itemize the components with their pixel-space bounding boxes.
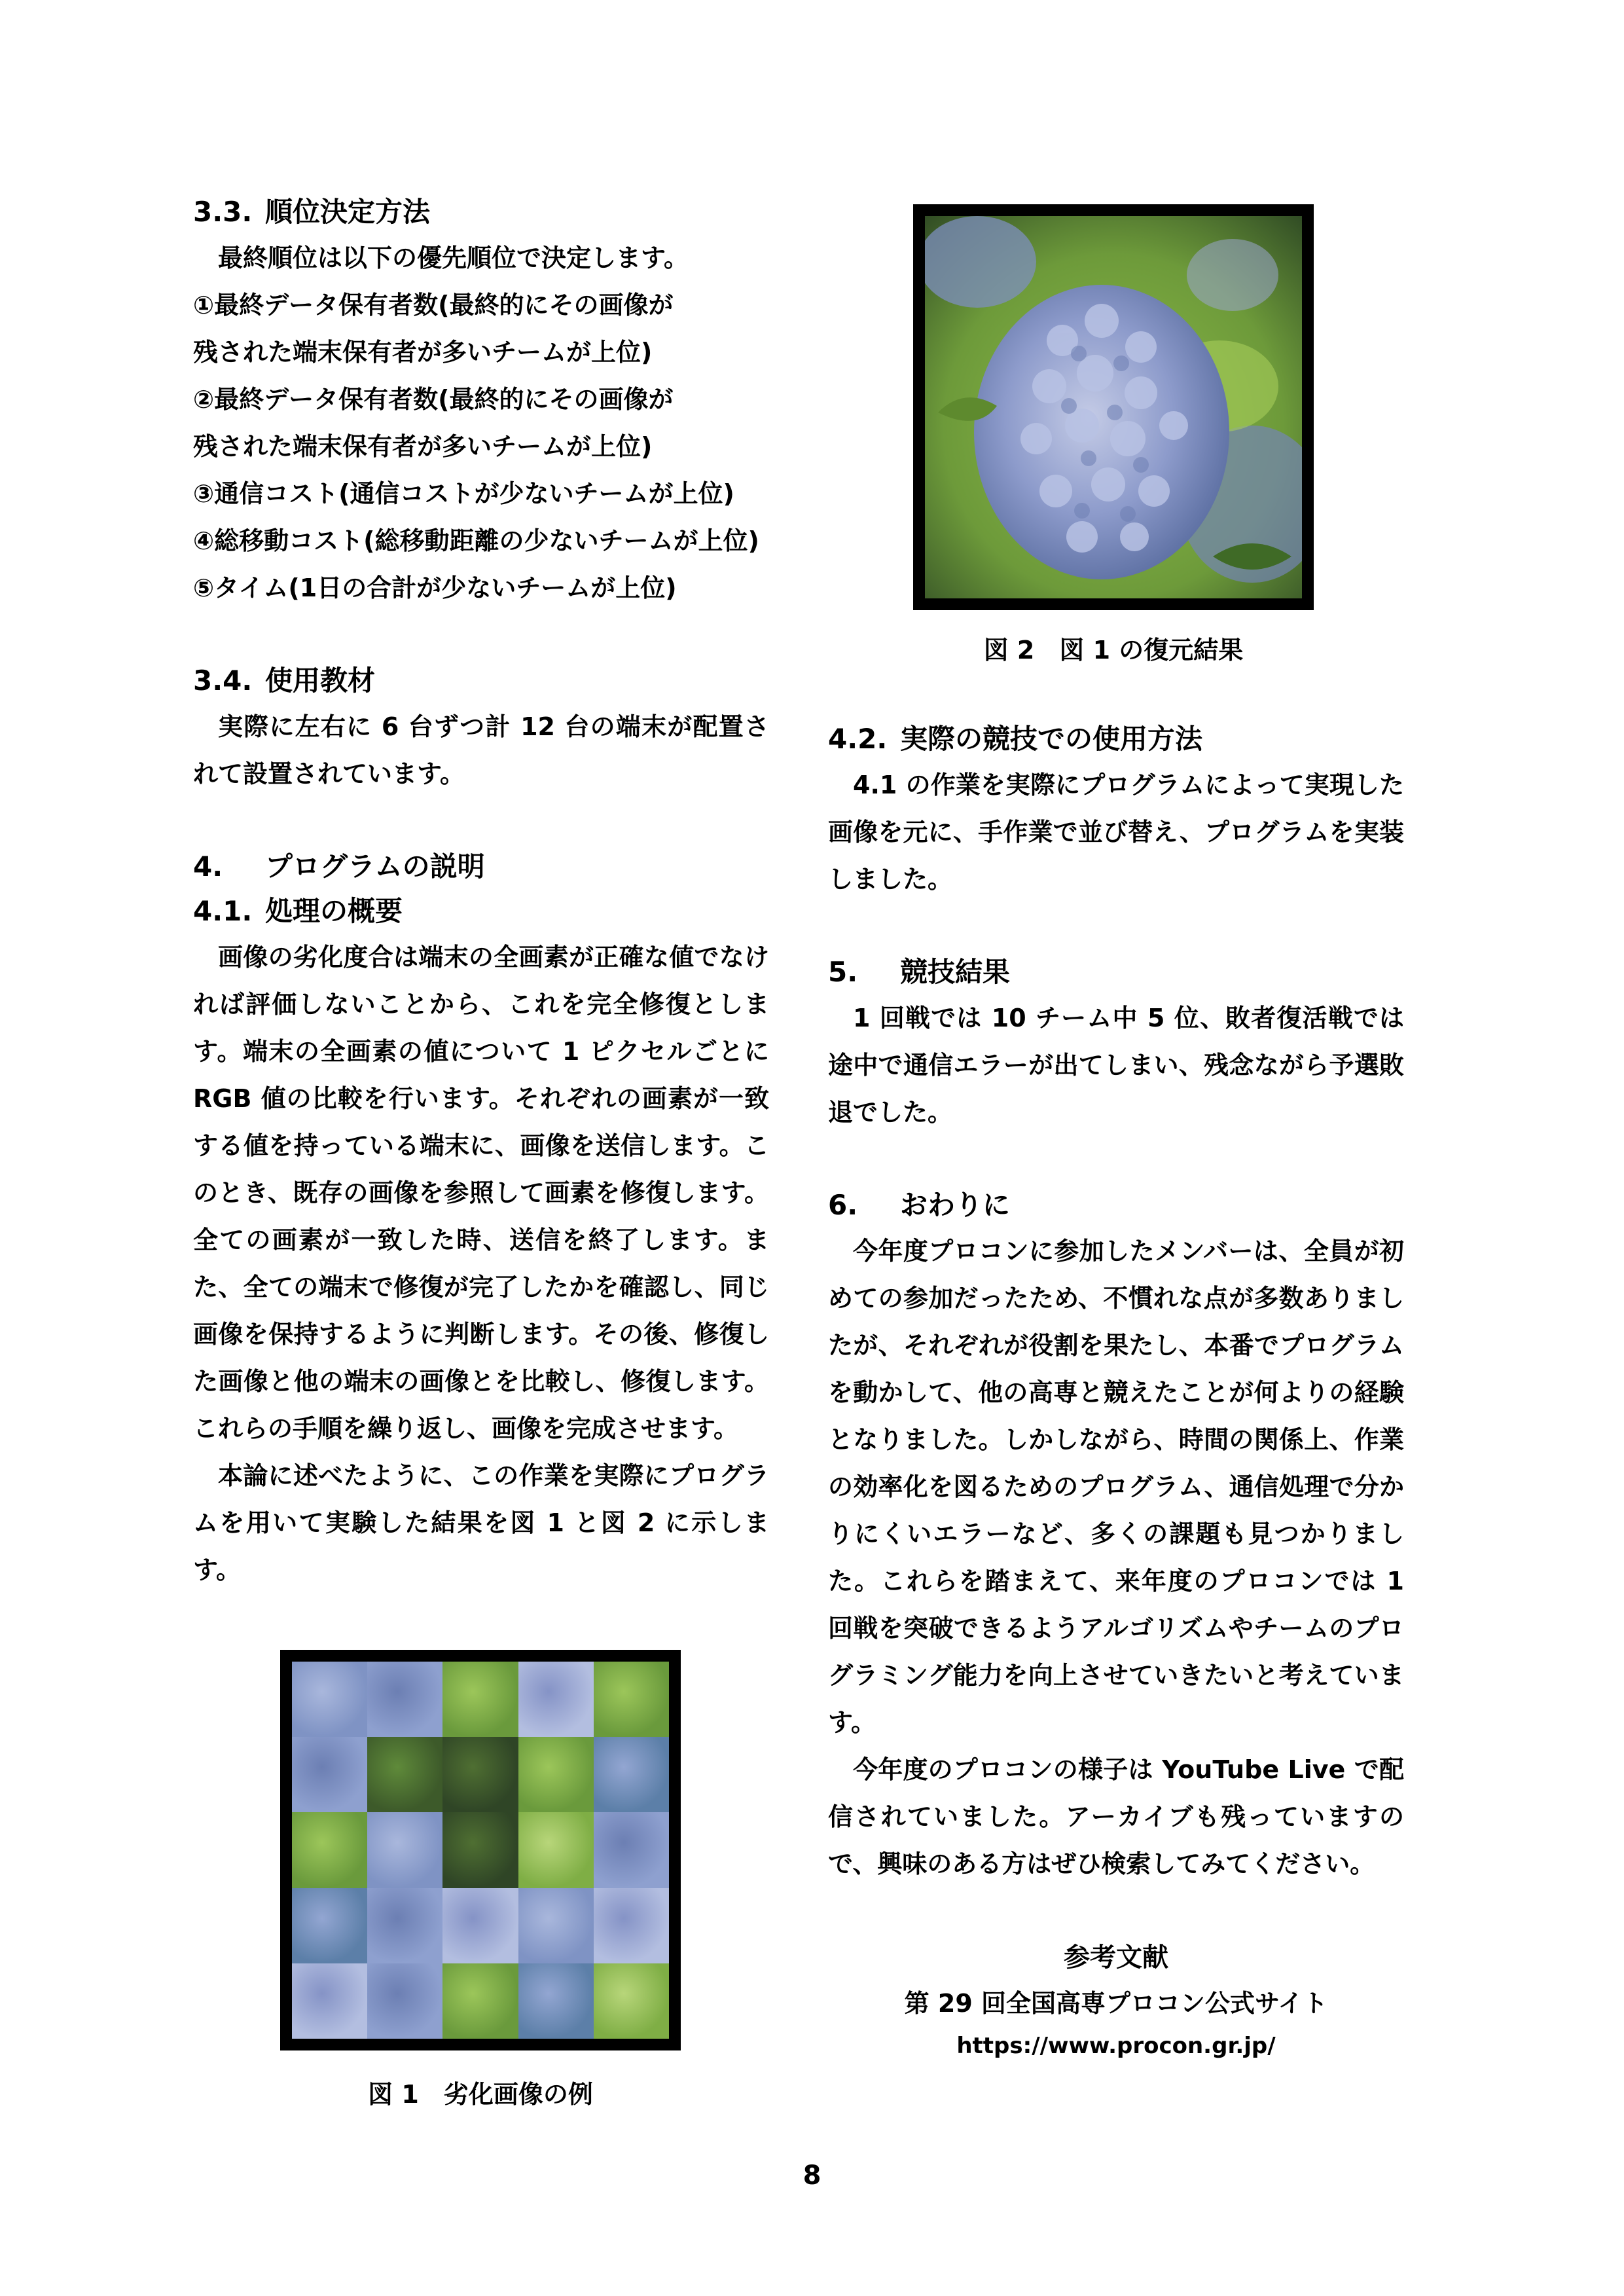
image-tile bbox=[594, 1963, 669, 2039]
image-tile bbox=[594, 1737, 669, 1812]
image-tile bbox=[292, 1963, 367, 2039]
image-tile bbox=[442, 1662, 518, 1737]
reference-site: 第 29 回全国高専プロコン公式サイト bbox=[904, 1989, 1328, 2018]
image-tile bbox=[367, 1888, 442, 1963]
section-3-3-intro: 最終順位は以下の優先順位で決定します。 bbox=[218, 244, 689, 272]
criteria-item: ⑤タイム(1日の合計が少ないチームが上位) bbox=[193, 574, 677, 602]
image-tile bbox=[442, 1812, 518, 1887]
page-number: 8 bbox=[803, 2160, 821, 2191]
figure-2-caption: 図 2 図 1 の復元結果 bbox=[983, 636, 1244, 665]
section-6-heading: 6. おわりに bbox=[828, 1189, 1011, 1221]
image-tile bbox=[594, 1812, 669, 1887]
image-tile bbox=[442, 1888, 518, 1963]
image-tile bbox=[518, 1662, 594, 1737]
section-4-2-heading: 4.2. 実際の競技での使用方法 bbox=[828, 723, 1203, 755]
reference-url[interactable]: https://www.procon.gr.jp/ bbox=[956, 2033, 1276, 2059]
image-tile bbox=[518, 1888, 594, 1963]
section-4-1-paragraph-2: 本論に述べたように、この作業を実際にプログラムを用いて実験した結果を図 1 と図 2 に示します。 bbox=[193, 1461, 769, 1584]
image-tile bbox=[367, 1737, 442, 1812]
section-4-heading: 4. プログラムの説明 bbox=[193, 850, 485, 883]
figure-1-image bbox=[280, 1650, 681, 2050]
section-4-1-heading: 4.1. 処理の概要 bbox=[193, 895, 403, 927]
criteria-item: ②最終データ保有者数(最終的にその画像が bbox=[193, 385, 674, 414]
section-6-paragraph-1: 今年度プロコンに参加したメンバーは、全員が初めての参加だったため、不慣れな点が多数ありましたが、それぞれが役割を果たし、本番でプログラムを動かして、他の高専と競えたことが何よりの経験となりました。しかしながら、時間の関係上、作業の効率化を図るためのプログラム、通信処理で分かりにくいエラーなど、多くの課題も見つかりました。これらを踏まえて、来年度のプロコンでは 1 回戦を突破できるようアルゴリズムやチームのプログラミング能力を向上させていきたいと考えています。 bbox=[828, 1237, 1404, 1737]
criteria-item: ①最終データ保有者数(最終的にその画像が bbox=[193, 291, 674, 319]
image-tile bbox=[594, 1888, 669, 1963]
image-tile bbox=[292, 1812, 367, 1887]
image-tile bbox=[594, 1662, 669, 1737]
section-6-paragraph-2: 今年度のプロコンの様子は YouTube Live で配信されていました。アーカイブも残っていますので、興味のある方はぜひ検索してみてください。 bbox=[828, 1755, 1404, 1878]
section-3-4-heading: 3.4. 使用教材 bbox=[193, 665, 376, 697]
section-4-2-body: 4.1 の作業を実際にプログラムによって実現した画像を元に、手作業で並び替え、プログラムを実装しました。 bbox=[828, 771, 1404, 894]
section-5-body: 1 回戦では 10 チーム中 5 位、敗者復活戦では途中で通信エラーが出てしまい、残念ながら予選敗退でした。 bbox=[828, 1004, 1404, 1127]
left-column bbox=[193, 190, 769, 1594]
reference-heading: 参考文献 bbox=[1064, 1942, 1168, 1973]
criteria-item: 残された端末保有者が多いチームが上位) bbox=[193, 338, 653, 367]
hydrangea-photo bbox=[925, 216, 1302, 598]
section-4-1-paragraph-1: 画像の劣化度合は端末の全画素が正確な値でなければ評価しないことから、これを完全修復とします。端末の全画素の値について 1 ピクセルごとに RGB 値の比較を行います。それぞれの画素が一致する値を持っている端末に、画像を送信します。このとき、既存の画像を参照して画素を修復します。全ての画素が一致した時、送信を終了します。また、全ての端末で修復が完了したかを確認し、同じ画像を保持するように判断します。その後、修復した画像と他の端末の画像とを比較し、修復します。これらの手順を繰り返し、画像を完成させます。 bbox=[193, 943, 769, 1443]
figure-1-caption: 図 1 劣化画像の例 bbox=[368, 2080, 593, 2109]
image-tile bbox=[292, 1662, 367, 1737]
image-tile bbox=[292, 1888, 367, 1963]
image-tile bbox=[518, 1737, 594, 1812]
scrambled-tile-grid bbox=[292, 1662, 669, 2039]
criteria-item: ④総移動コスト(総移動距離の少ないチームが上位) bbox=[193, 526, 759, 555]
image-tile bbox=[367, 1963, 442, 2039]
image-tile bbox=[518, 1963, 594, 2039]
image-tile bbox=[292, 1737, 367, 1812]
section-5-heading: 5. 競技結果 bbox=[828, 956, 1011, 988]
image-tile bbox=[367, 1662, 442, 1737]
criteria-item: ③通信コスト(通信コストが少ないチームが上位) bbox=[193, 479, 734, 508]
image-tile bbox=[518, 1812, 594, 1887]
criteria-item: 残された端末保有者が多いチームが上位) bbox=[193, 432, 653, 461]
figure-2-image bbox=[913, 204, 1314, 610]
section-3-3-heading: 3.3. 順位決定方法 bbox=[193, 196, 431, 228]
section-3-4-body: 実際に左右に 6 台ずつ計 12 台の端末が配置されて設置されています。 bbox=[193, 712, 769, 788]
right-column bbox=[828, 717, 1404, 2066]
image-tile bbox=[367, 1812, 442, 1887]
image-tile bbox=[442, 1963, 518, 2039]
image-tile bbox=[442, 1737, 518, 1812]
